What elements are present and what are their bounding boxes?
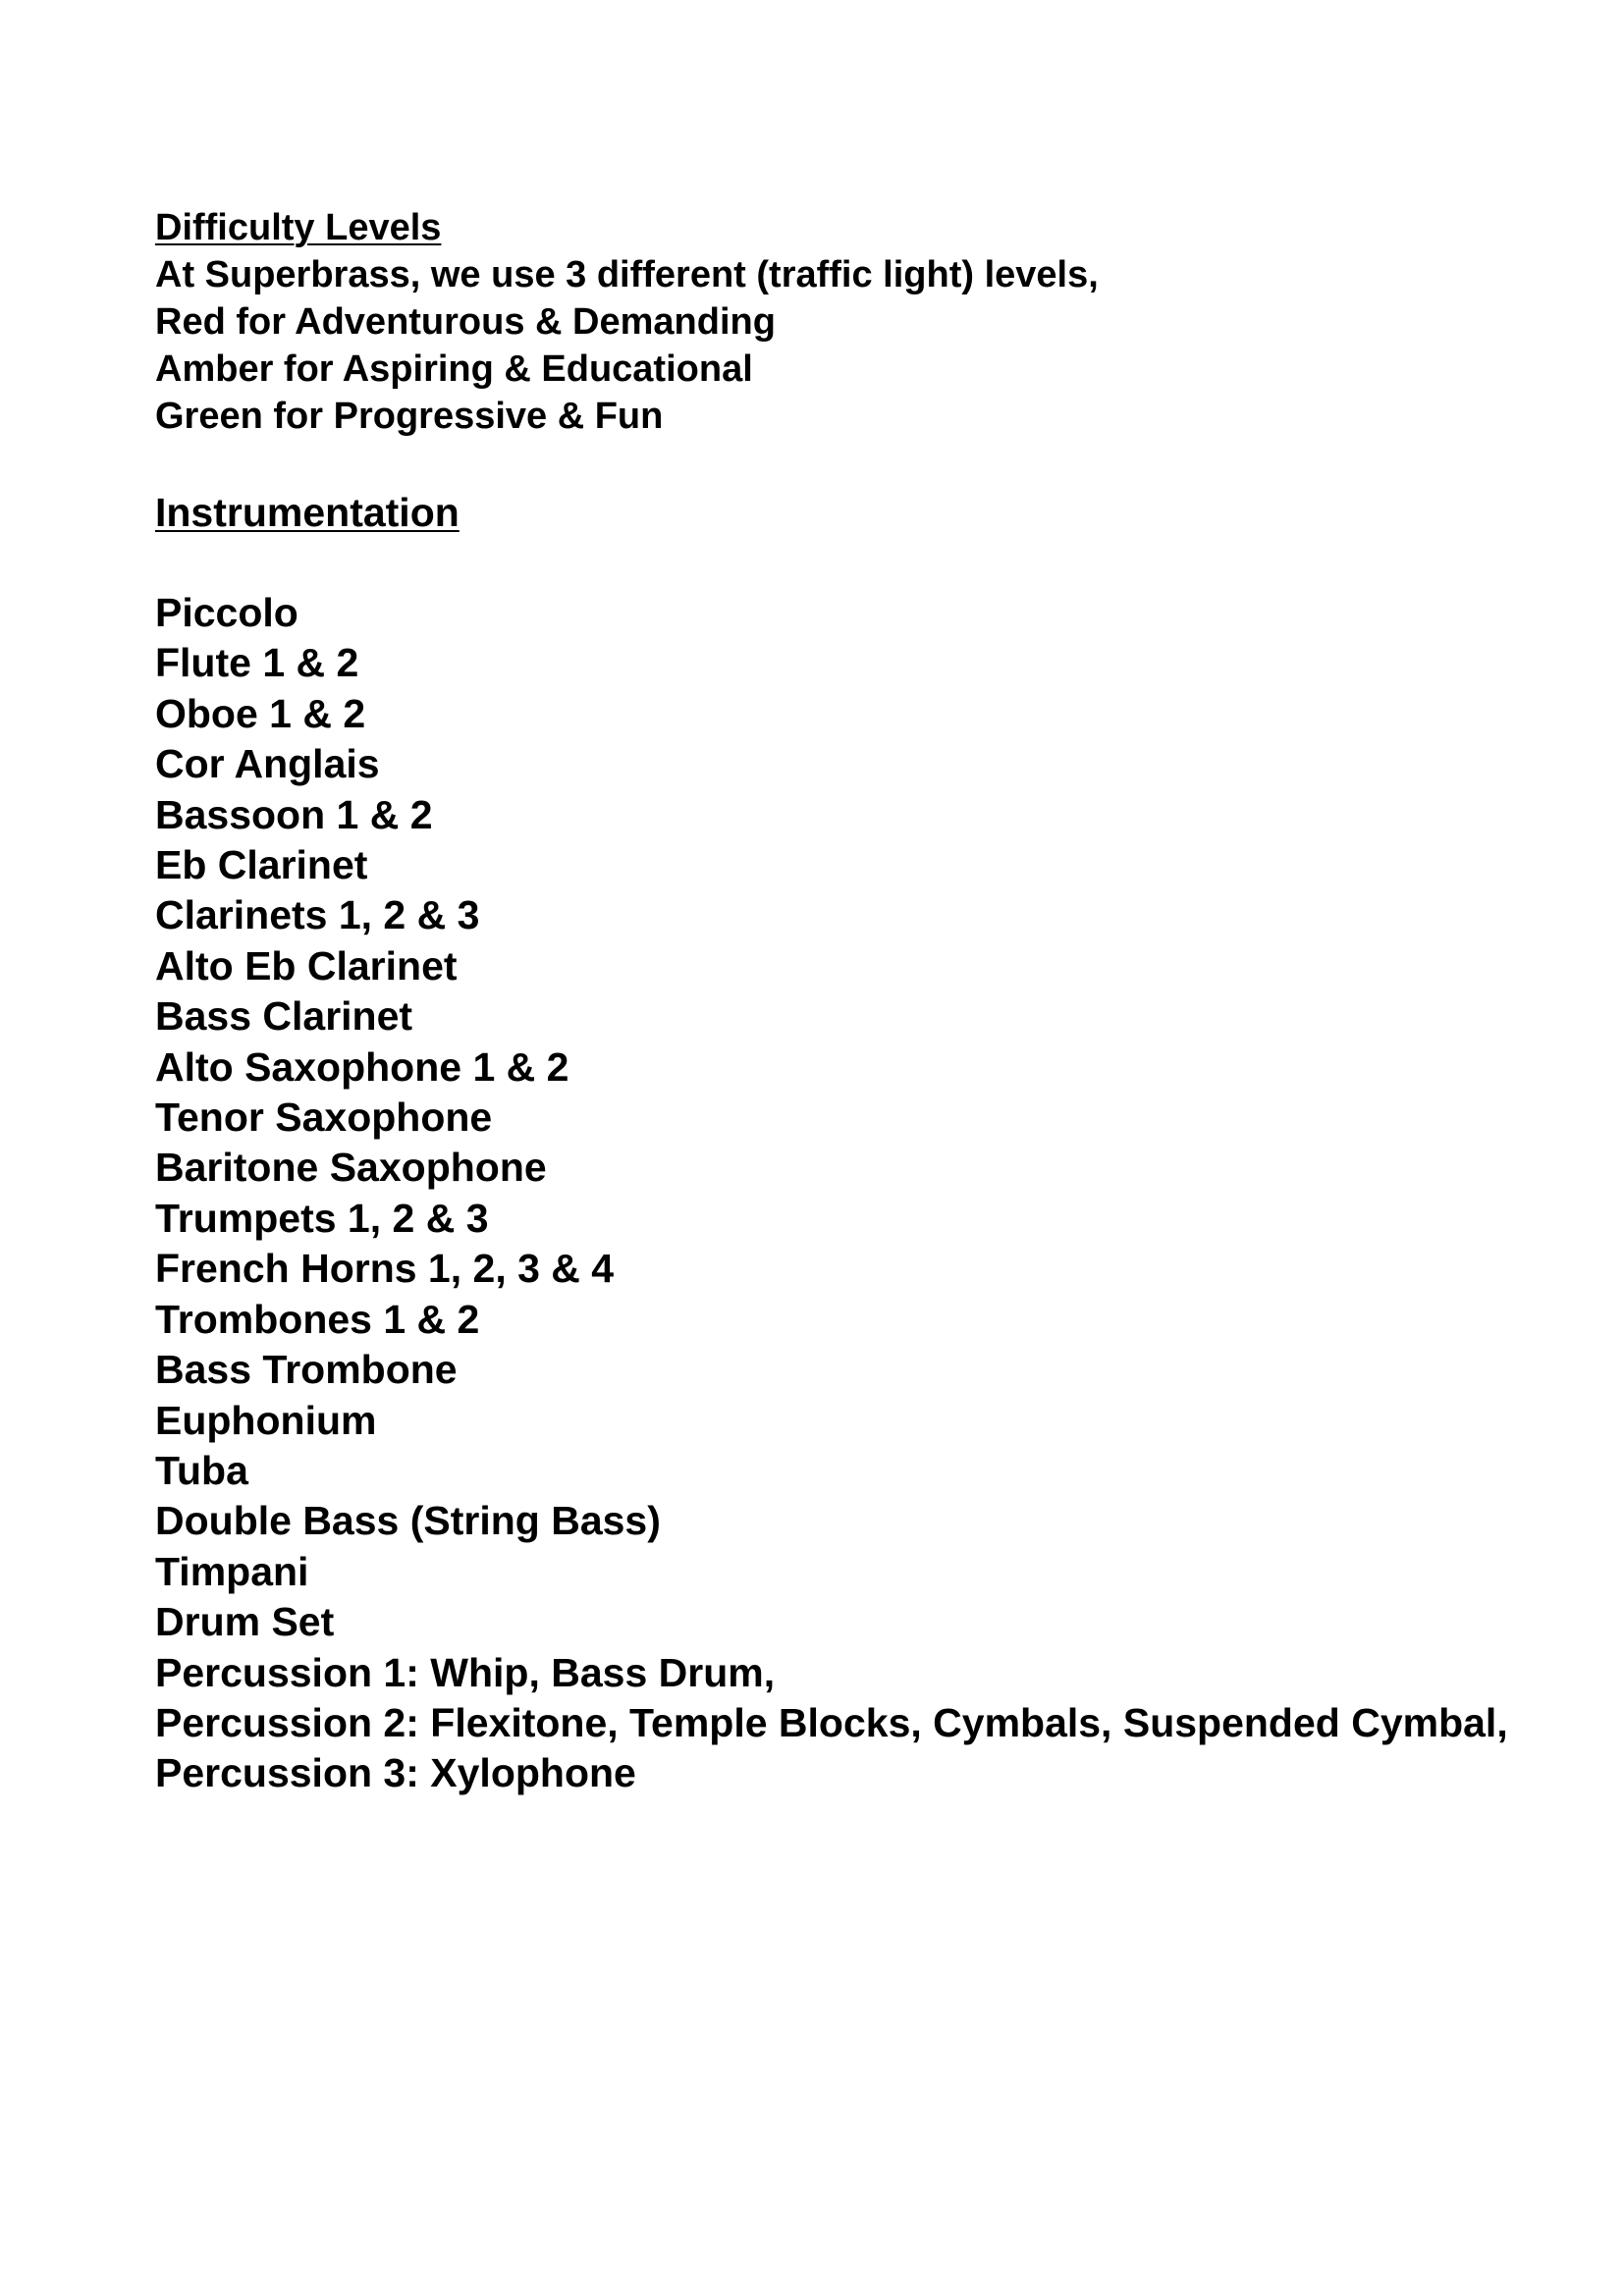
instrument-item: Percussion 3: Xylophone — [155, 1750, 636, 1796]
instrument-item: Timpani — [155, 1548, 309, 1594]
instrument-item: Alto Saxophone 1 & 2 — [155, 1043, 569, 1090]
difficulty-green: Green for Progressive & Fun — [155, 396, 664, 437]
difficulty-intro: At Superbrass, we use 3 different (traffic light) levels, — [155, 254, 1099, 295]
instrument-item: Percussion 2: Flexitone, Temple Blocks, Cymbals, Suspended Cymbal, — [155, 1699, 1508, 1745]
instrument-item: Trumpets 1, 2 & 3 — [155, 1195, 489, 1241]
instrument-item: Flute 1 & 2 — [155, 640, 359, 686]
instrument-item: Double Bass (String Bass) — [155, 1498, 661, 1544]
instrument-item: Oboe 1 & 2 — [155, 690, 366, 736]
instrumentation-section — [155, 488, 1530, 1799]
instrument-item: Piccolo — [155, 590, 298, 635]
instrumentation-heading: Instrumentation — [155, 490, 460, 535]
instrument-item: Drum Set — [155, 1599, 335, 1645]
instrument-item: Bass Trombone — [155, 1347, 458, 1393]
instrument-item: French Horns 1, 2, 3 & 4 — [155, 1246, 615, 1292]
instrument-item: Alto Eb Clarinet — [155, 942, 458, 988]
difficulty-section — [155, 204, 1530, 440]
difficulty-red: Red for Adventurous & Demanding — [155, 301, 776, 343]
instrument-item: Baritone Saxophone — [155, 1145, 547, 1191]
instrument-item: Trombones 1 & 2 — [155, 1296, 480, 1342]
instrument-item: Eb Clarinet — [155, 842, 368, 888]
document-content — [155, 204, 1530, 1799]
instrument-item: Cor Anglais — [155, 741, 380, 787]
instrument-item: Bass Clarinet — [155, 993, 413, 1040]
difficulty-heading: Difficulty Levels — [155, 207, 442, 248]
instrument-item: Tuba — [155, 1447, 248, 1493]
instrument-list — [155, 588, 1530, 1799]
instrument-item: Bassoon 1 & 2 — [155, 791, 433, 837]
difficulty-amber: Amber for Aspiring & Educational — [155, 348, 753, 390]
instrument-item: Tenor Saxophone — [155, 1095, 493, 1141]
instrument-item: Euphonium — [155, 1397, 377, 1443]
instrument-item: Clarinets 1, 2 & 3 — [155, 892, 480, 938]
instrument-item: Percussion 1: Whip, Bass Drum, — [155, 1649, 776, 1695]
